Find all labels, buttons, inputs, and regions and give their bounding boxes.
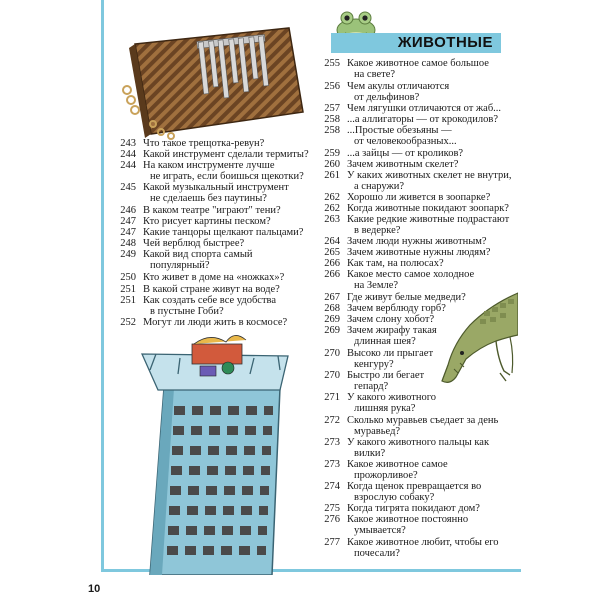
list-item[interactable] (322, 438, 489, 459)
question-text-continued: а снаружи? (354, 180, 404, 192)
question-number: 270 (324, 348, 340, 359)
list-item[interactable] (322, 538, 499, 559)
question-text: Зачем верблюду горб? (347, 303, 446, 314)
question-text: Какой вид спорта самый (143, 249, 253, 260)
question-text: ...а аллигаторы — от крокодилов? (347, 114, 498, 125)
list-item[interactable] (322, 160, 458, 171)
question-number: 267 (324, 292, 340, 303)
list-item[interactable] (118, 239, 244, 250)
list-item[interactable] (118, 250, 253, 271)
question-text: Какие танцоры щелкают пальцами? (143, 227, 304, 238)
question-number: 264 (324, 236, 340, 247)
page-number: 10 (88, 583, 101, 595)
question-text-continued: муравьед? (354, 425, 401, 437)
question-text: Что такое трещотка-ревун? (143, 138, 265, 149)
question-text-continued: не играть, если боишься щекотки? (150, 170, 304, 182)
question-text-continued: не сделаешь без паутины? (150, 192, 267, 204)
list-item[interactable] (322, 82, 449, 103)
list-item[interactable] (322, 416, 498, 437)
question-text: Когда тигрята покидают дом? (347, 503, 480, 514)
question-number: 248 (120, 238, 136, 249)
question-text: У какого животного пальцы как (347, 437, 490, 448)
kalimba-illustration (113, 20, 313, 140)
question-text: В каком театре "играют" тени? (143, 205, 281, 216)
question-number: 262 (324, 192, 340, 203)
question-number: 243 (120, 138, 136, 149)
question-number: 271 (324, 392, 340, 403)
question-text-continued: от человекообразных... (354, 135, 457, 147)
list-item[interactable] (322, 171, 511, 192)
question-text: Зачем животным скелет? (347, 159, 459, 170)
question-text: Зачем люди нужны животным? (347, 236, 487, 247)
list-item[interactable] (322, 204, 509, 215)
list-item[interactable] (322, 393, 436, 414)
question-number: 259 (324, 148, 340, 159)
question-number: 261 (324, 170, 340, 181)
question-number: 244 (120, 149, 136, 160)
question-text-continued: почесали? (354, 547, 400, 559)
question-text-continued: на свете? (354, 68, 396, 80)
list-item[interactable] (322, 237, 487, 248)
question-text: Какой инструмент сделали термиты? (143, 149, 309, 160)
question-text: Хорошо ли живется в зоопарке? (347, 192, 491, 203)
question-text-continued: умывается? (354, 524, 406, 536)
question-text-continued: гепард? (354, 380, 389, 392)
question-number: 251 (120, 295, 136, 306)
question-number: 258 (324, 114, 340, 125)
question-text: У какого животного (347, 392, 437, 403)
question-number: 263 (324, 214, 340, 225)
question-number: 251 (120, 284, 136, 295)
question-number: 252 (120, 317, 136, 328)
question-number: 255 (324, 58, 340, 69)
list-item[interactable] (322, 115, 498, 126)
question-number: 275 (324, 503, 340, 514)
question-text: Где живут белые медведи? (347, 292, 466, 303)
question-number: 277 (324, 537, 340, 548)
question-text: Какое животное постоянно (347, 514, 469, 525)
building-illustration (130, 330, 295, 575)
list-item[interactable] (322, 349, 433, 370)
question-text: Кто рисует картины песком? (143, 216, 271, 227)
question-text-continued: от дельфинов? (354, 91, 420, 103)
question-text-continued: прожорливое? (354, 469, 418, 481)
question-text: ...Простые обезьяны — (347, 125, 452, 136)
question-text-continued: лишняя рука? (354, 402, 416, 414)
question-text-continued: популярный? (150, 259, 210, 271)
question-number: 249 (120, 249, 136, 260)
question-number: 268 (324, 303, 340, 314)
question-text-continued: взрослую собаку? (354, 491, 435, 503)
question-number: 266 (324, 258, 340, 269)
list-item[interactable] (322, 126, 457, 147)
list-item[interactable] (322, 104, 501, 115)
question-text-continued: в пустыне Гоби? (150, 305, 224, 317)
question-number: 266 (324, 269, 340, 280)
question-number: 265 (324, 247, 340, 258)
question-text: В какой стране живут на воде? (143, 284, 280, 295)
question-number: 246 (120, 205, 136, 216)
question-number: 270 (324, 370, 340, 381)
list-item[interactable] (322, 215, 509, 236)
question-number: 274 (324, 481, 340, 492)
question-text: Какое животное любит, чтобы его (347, 537, 499, 548)
question-text: Могут ли люди жить в космосе? (143, 317, 288, 328)
question-text: Когда животные покидают зоопарк? (347, 203, 509, 214)
question-number: 273 (324, 437, 340, 448)
list-item[interactable] (118, 273, 284, 284)
page-border-left (101, 0, 104, 572)
question-text: Зачем слону хобот? (347, 314, 435, 325)
question-text: Как создать себе все удобства (143, 295, 277, 306)
question-text: Кто живет в доме на «ножках»? (143, 272, 285, 283)
question-text: Чем лягушки отличаются от жаб... (347, 103, 502, 114)
question-text: Быстро ли бегает (347, 370, 425, 381)
section-title: ЖИВОТНЫЕ (331, 33, 501, 53)
question-text: Какие редкие животные подрастают (347, 214, 510, 225)
question-text: Какой музыкальный инструмент (143, 182, 289, 193)
list-item[interactable] (118, 139, 264, 150)
list-item[interactable] (322, 149, 463, 160)
question-text: Высоко ли прыгает (347, 348, 434, 359)
question-text-continued: кенгуру? (354, 358, 394, 370)
list-item[interactable] (322, 326, 437, 347)
list-item[interactable] (322, 259, 444, 270)
list-item[interactable] (118, 150, 309, 161)
list-item[interactable] (322, 315, 434, 326)
question-number: 262 (324, 203, 340, 214)
question-number: 247 (120, 216, 136, 227)
question-text: Чей верблюд быстрее? (143, 238, 245, 249)
question-text: ...а зайцы — от кроликов? (347, 148, 464, 159)
question-text: Как там, на полюсах? (347, 258, 444, 269)
question-number: 250 (120, 272, 136, 283)
question-number: 257 (324, 103, 340, 114)
list-item[interactable] (322, 304, 446, 315)
list-item[interactable] (118, 206, 281, 217)
question-text: Чем акулы отличаются (347, 81, 450, 92)
question-text: Какое животное самое большое (347, 58, 489, 69)
list-item[interactable] (322, 371, 424, 392)
question-number: 276 (324, 514, 340, 525)
question-text: Сколько муравьев съедает за день (347, 415, 499, 426)
question-text: Какое место самое холодное (347, 269, 475, 280)
question-text-continued: длинная шея? (354, 335, 416, 347)
list-item[interactable] (322, 504, 480, 515)
question-number: 269 (324, 314, 340, 325)
list-item[interactable] (322, 193, 490, 204)
question-number: 269 (324, 325, 340, 336)
list-item[interactable] (322, 460, 448, 481)
question-text: Какое животное самое (347, 459, 448, 470)
list-item[interactable] (118, 161, 304, 182)
question-number: 258 (324, 125, 340, 136)
question-text: Зачем животные нужны людям? (347, 247, 491, 258)
list-item[interactable] (322, 515, 468, 536)
question-number: 247 (120, 227, 136, 238)
list-item[interactable] (322, 59, 489, 80)
question-number: 272 (324, 415, 340, 426)
question-text: Когда щенок превращается во (347, 481, 482, 492)
question-text-continued: на Земле? (354, 279, 399, 291)
question-number: 256 (324, 81, 340, 92)
list-item[interactable] (118, 228, 303, 239)
list-item[interactable] (118, 296, 276, 317)
question-number: 260 (324, 159, 340, 170)
question-text: На каком инструменте лучше (143, 160, 275, 171)
question-number: 244 (120, 160, 136, 171)
list-item[interactable] (118, 318, 287, 329)
list-item[interactable] (322, 482, 481, 503)
question-text-continued: вилки? (354, 447, 386, 459)
list-item[interactable] (118, 285, 280, 296)
question-text: Зачем жирафу такая (347, 325, 437, 336)
question-number: 245 (120, 182, 136, 193)
question-number: 273 (324, 459, 340, 470)
list-item[interactable] (322, 248, 490, 259)
list-item[interactable] (118, 183, 289, 204)
question-text-continued: в ведерке? (354, 224, 401, 236)
list-item[interactable] (118, 217, 271, 228)
crocodile-illustration (440, 285, 518, 395)
question-text: У каких животных скелет не внутри, (347, 170, 512, 181)
